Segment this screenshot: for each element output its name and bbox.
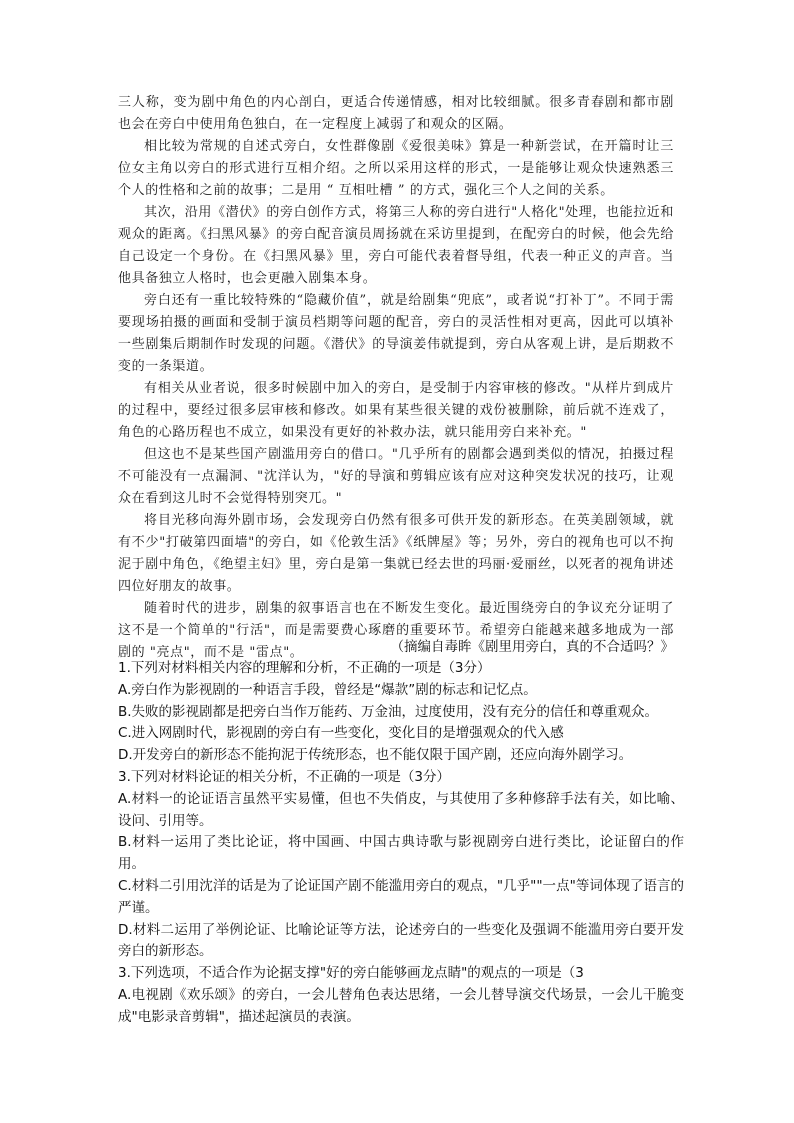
- answer-option: A.电视剧《欢乐颂》的旁白，一会儿替角色表达思绪，一会儿替导演交代场景，一会儿干脆变成"电影录音剪辑"，描述起演员的表演。: [118, 986, 684, 1025]
- question-stem: 1.下列对材料相关内容的理解和分析，不正确的一项是（3分）: [118, 660, 491, 676]
- answer-option: C.材料二引用沈洋的话是为了论证国产剧不能滥用旁白的观点，"几乎""一点"等词体现了语言的严谨。: [118, 877, 684, 916]
- question-block: [118, 658, 684, 1029]
- answer-option: B.失败的影视剧都是把旁白当作万能药、万金油，过度使用，没有充分的信任和尊重观众。: [118, 703, 659, 720]
- passage-paragraph: 但这也不是某些国产剧滥用旁白的借口。"几乎所有的剧都会遇到类似的情况，拍摄过程不可能没有一点漏洞、"沈洋认为，"好的导演和剪辑应该有应对这种突发状况的技巧，让观众在看到这儿时不会觉得特别突兀。": [118, 447, 674, 506]
- source-citation: （摘编自毒眸《剧里用旁白，真的不合适吗？》: [390, 639, 674, 655]
- passage-paragraph: 将目光移向海外剧市场，会发现旁白仍然有很多可供开发的新形态。在英美剧领域，就有不少"打破第四面墙"的旁白，如《伦敦生活》《纸牌屋》等；另外，旁白的视角也可以不拘泥于剧中角色，《绝望主妇》里，旁白是第一集就已经去世的玛丽·爱丽丝，以死者的视角讲述四位好朋友的故事。: [118, 513, 674, 594]
- passage-paragraph: 旁白还有一重比较特殊的“隐藏价值”，就是给剧集“兜底”，或者说“打补丁”。不同于需要现场拍摄的画面和受制于演员档期等问题的配音，旁白的灵活性相对更高，因此可以填补一些剧集后期制作时发现的问题。《潜伏》的导演姜伟就提到，旁白从客观上讲，是后期救不变的一条渠道。: [118, 293, 674, 374]
- answer-option: D.材料二运用了举例论证、比喻论证等方法，论述旁白的一些变化及强调不能滥用旁白要开发旁白的新形态。: [118, 921, 684, 960]
- question-stem: 3.下列对材料论证的相关分析，不正确的一项是（3分）: [118, 768, 450, 785]
- passage-paragraph: 相比较为常规的自述式旁白，女性群像剧《爱很美味》算是一种新尝试，在开篇时让三位女主角以旁白的形式进行互相介绍。之所以采用这样的形式，一是能够让观众快速熟悉三个人的性格和之前的故事；二是用 “ 互相吐槽 ” 的方式，强化三个人之间的关系。: [118, 139, 674, 198]
- passage-paragraph: 有相关从业者说，很多时候剧中加入的旁白，是受制于内容审核的修改。"从样片到成片的过程中，要经过很多层审核和修改。如果有某些很关键的戏份被删除，前后就不连戏了，角色的心路历程也不成立，如果没有更好的补救办法，就只能用旁白来补充。": [118, 381, 674, 440]
- answer-option: B.材料一运用了类比论证，将中国画、中国古典诗歌与影视剧旁白进行类比，论证留白的作用。: [118, 834, 684, 873]
- answer-option: C.进入网剧时代，影视剧的旁白有一些变化，变化目的是增强观众的代入感: [118, 725, 564, 742]
- answer-option: A.材料一的论证语言虽然平实易懂，但也不失俏皮，与其使用了多种修辞手法有关，如比喻、设问、引用等。: [118, 790, 684, 829]
- passage-paragraph: 其次，沿用《潜伏》的旁白创作方式，将第三人称的旁白进行"人格化"处理，也能拉近和观众的距离。《扫黑风暴》的旁白配音演员周扬就在采访里提到，在配旁白的时候，他会先给自己设定一个身份。在《扫黑风暴》里，旁白可能代表着督导组，代表一种正义的声音。当他具备独立人格时，也会更融入剧集本身。: [118, 205, 674, 286]
- reading-passage: [118, 92, 674, 664]
- passage-paragraph: 随着时代的进步，剧集的叙事语言也在不断发生变化。最近围绕旁白的争议充分证明了这不是一个简单的"行活"，而是需要费心琢磨的重要环节。希望旁白能越来越多地成为一部剧的 "亮点"，而不是 "雷点"。: [118, 601, 674, 660]
- answer-option: A.旁白作为影视剧的一种语言手段，曾经是“爆款”剧的标志和记忆点。: [118, 681, 537, 698]
- question-stem: 3.下列选项，不适合作为论据支撑"好的旁白能够画龙点睛"的观点的一项是（3: [118, 965, 584, 982]
- answer-option: D.开发旁白的新形态不能拘泥于传统形态，也不能仅限于国产剧，还应向海外剧学习。: [118, 747, 633, 764]
- passage-paragraph: 三人称，变为剧中角色的内心剖白，更适合传递情感，相对比较细腻。很多青春剧和都市剧也会在旁白中使用角色独白，在一定程度上减弱了和观众的区隔。: [118, 95, 674, 132]
